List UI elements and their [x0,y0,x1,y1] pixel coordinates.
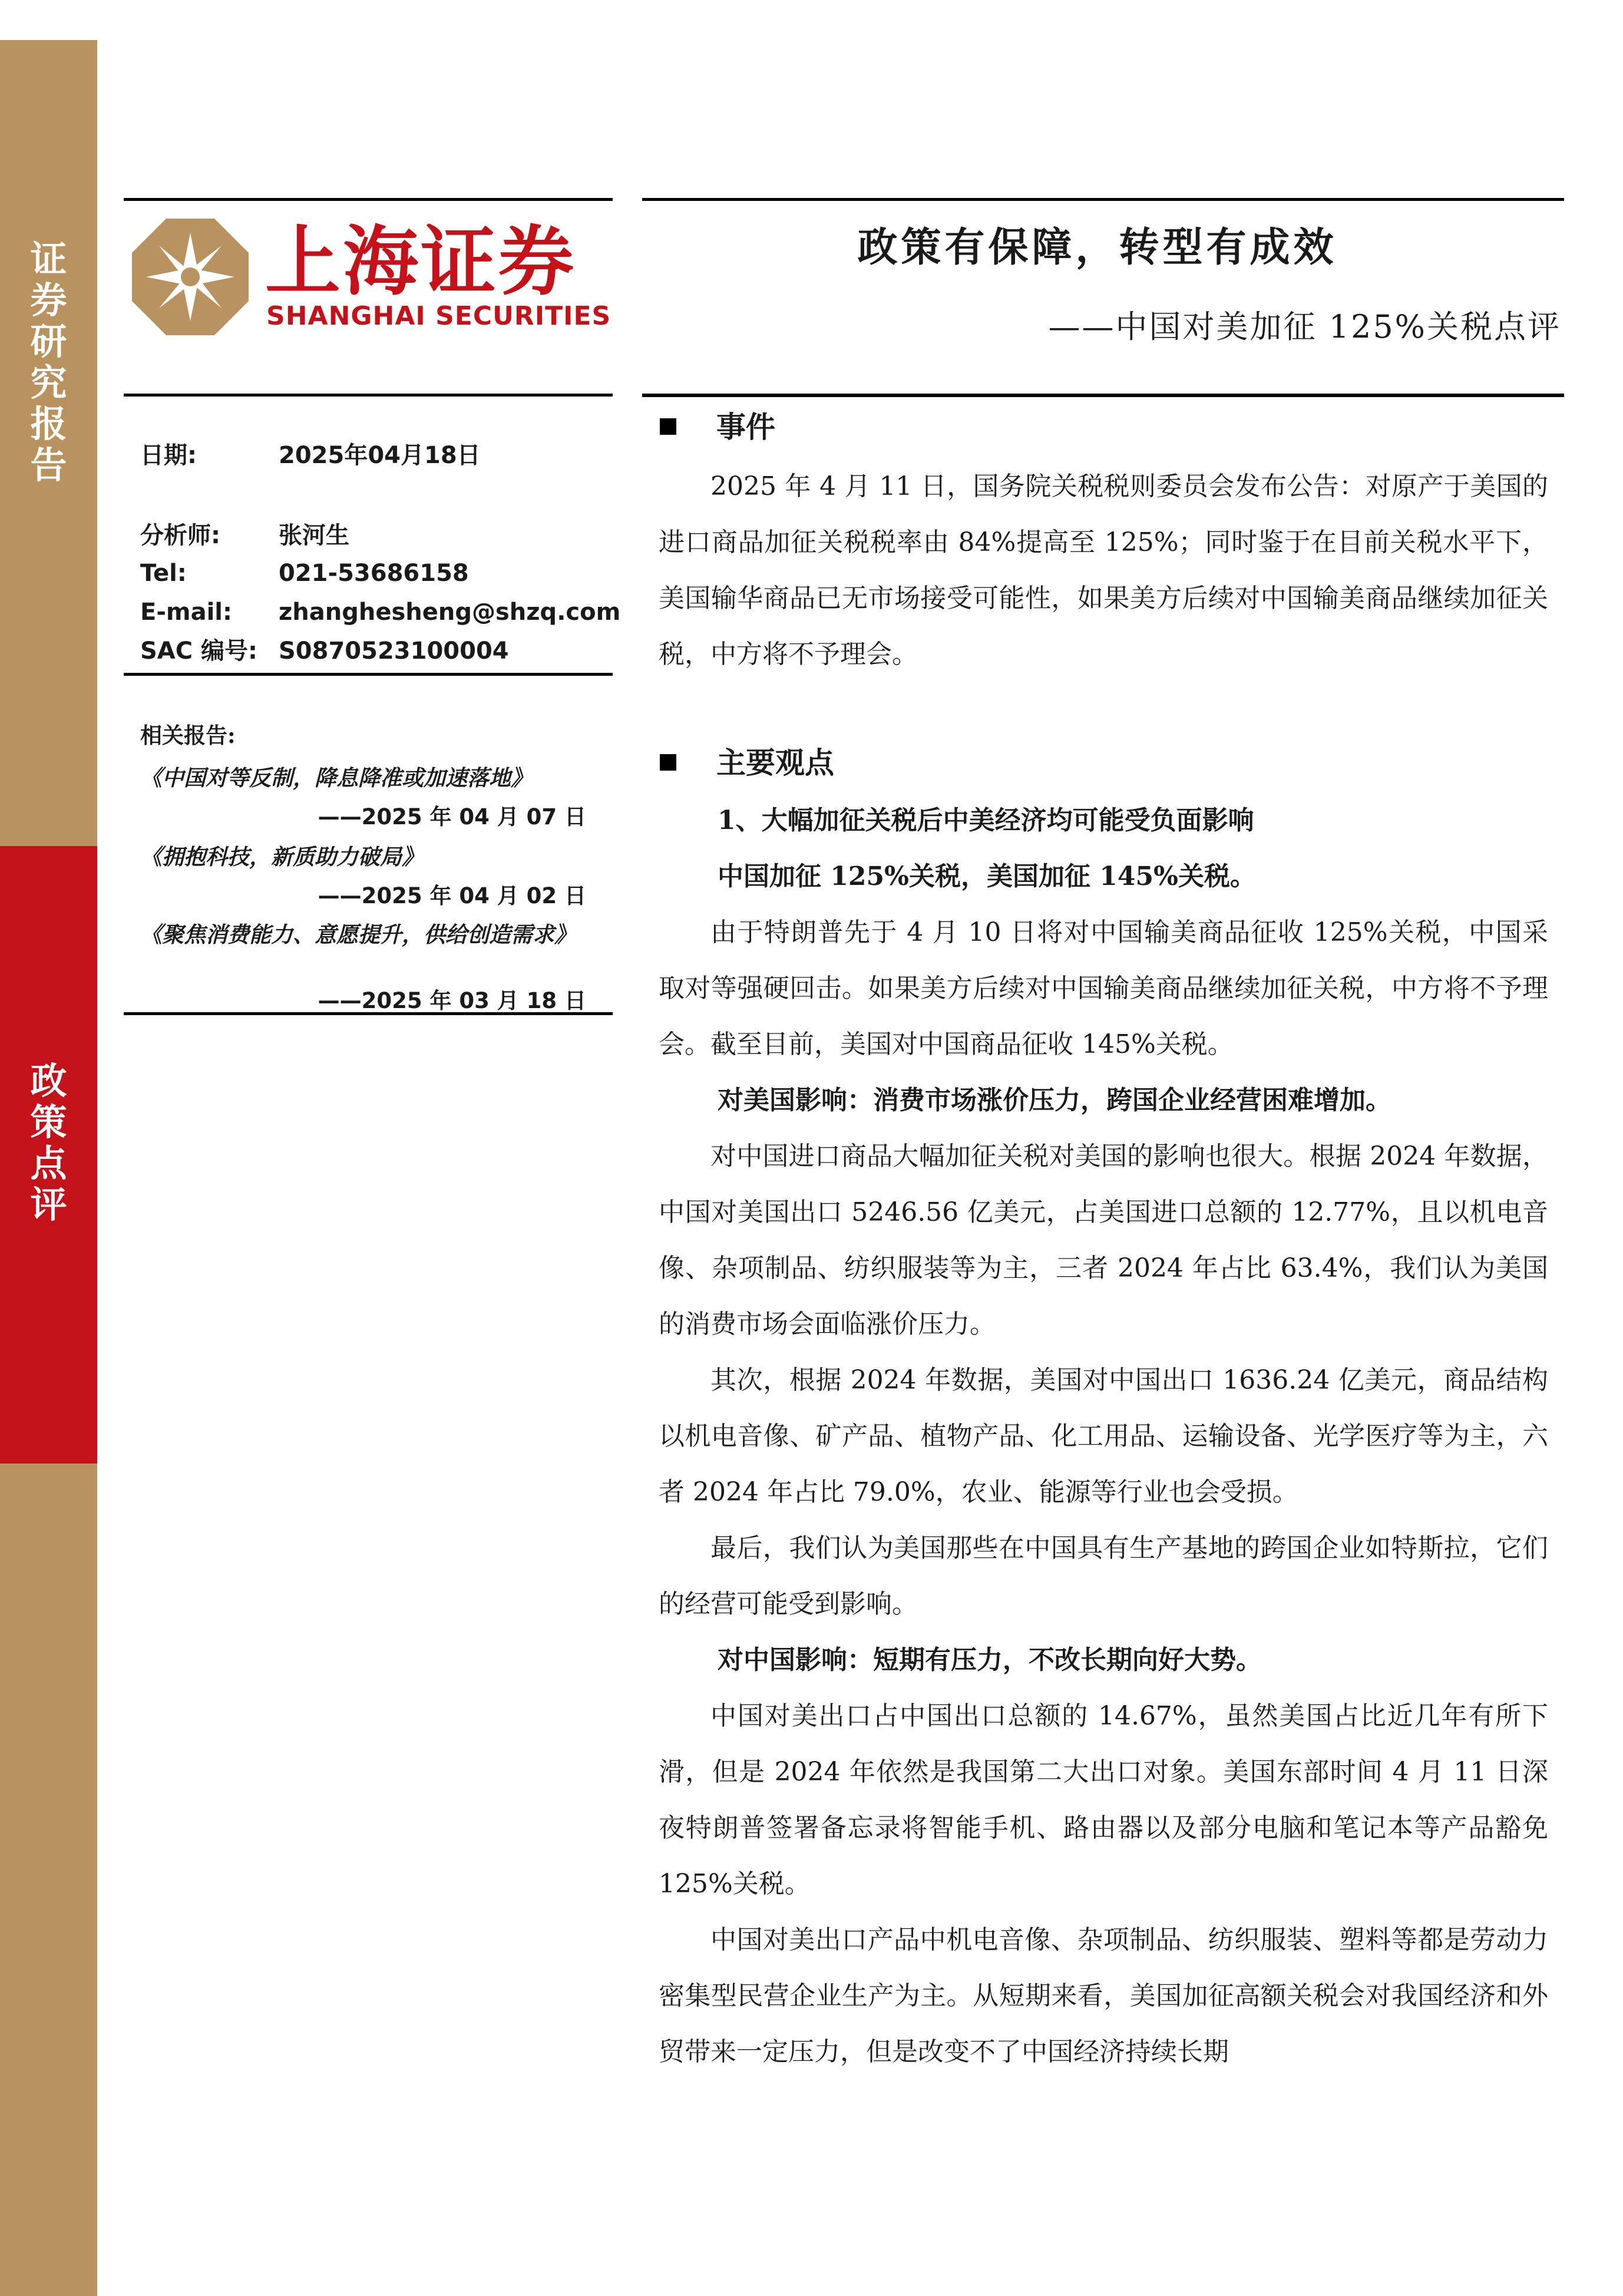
views-heading-text: 主要观点 [716,745,834,780]
rule-meta-bottom [124,673,613,676]
bullet-square-icon [660,418,676,435]
sidebar-bottom-band [0,1464,97,2296]
views-heading [660,742,834,784]
related-report-title[interactable]: 《拥抱科技，新质助力破局》 [140,844,424,870]
meta-tel [140,559,469,588]
meta-analyst-value: 张河生 [279,522,349,549]
sidebar-category-label: 政 策 点 评 [30,1059,67,1226]
meta-email [140,597,620,627]
point-1-heading: 1、大幅加征关税后中美经济均可能受负面影响 [718,805,1254,835]
sidebar-report-type-label: 证 券 研 究 报 告 [30,237,67,487]
shanghai-securities-logo [128,215,252,339]
meta-sac-value: S0870523100004 [279,637,509,665]
meta-date-label: 日期: [140,442,197,469]
paragraph-us-exports: 其次，根据 2024 年数据，美国对中国出口 1636.24 亿美元，商品结构以机电音像、矿产品、植物产品、化工用品、运输设备、光学医疗等为主，六者 2024 年占比 79.0%，农业、能源等行业也会受损。 [659,1365,1548,1507]
related-report-title[interactable]: 《聚焦消费能力、意愿提升，供给创造需求》 [140,921,576,947]
meta-analyst [140,521,349,550]
meta-tel-value: 021-53686158 [279,560,469,587]
meta-sac-label: SAC 编号: [140,637,258,665]
rule-left-header-bottom [124,394,613,397]
meta-sac [140,636,509,666]
china-impact-heading: 对中国影响：短期有压力，不改长期向好大势。 [718,1645,1262,1675]
event-heading-text: 事件 [716,409,775,444]
meta-email-value[interactable]: zhanghesheng@shzq.com [279,599,621,626]
paragraph-us-imports: 对中国进口商品大幅加征关税对美国的影响也很大。根据 2024 年数据，中国对美国出口 5246.56 亿美元，占美国进口总额的 12.77%，且以机电音像、杂项制品、纺织服装等为主，三者 2024 年占比 63.4%，我们认为美国的消费市场会面临涨价压力。 [659,1141,1548,1339]
paragraph-multinationals: 最后，我们认为美国那些在中国具有生产基地的跨国企业如特斯拉，它们的经营可能受到影响。 [659,1533,1548,1619]
paragraph-china-exports: 中国对美出口占中国出口总额的 14.67%，虽然美国占比近几年有所下滑，但是 2024 年依然是我国第二大出口对象。美国东部时间 4 月 11 日深夜特朗普签署备忘录将智能手机、路由器以及部分电脑和笔记本等产品豁免 125%关税。 [659,1701,1548,1899]
point-1-subheading: 中国加征 125%关税，美国加征 145%关税。 [718,861,1256,891]
bullet-square-icon [660,754,676,771]
related-report-date: ——2025 年 04 月 02 日 [318,883,586,909]
rule-left-top [124,198,613,201]
event-paragraph: 2025 年 4 月 11 日，国务院关税税则委员会发布公告：对原产于美国的进口商品加征关税税率由 84%提高至 125%；同时鉴于在目前关税水平下，美国输华商品已无市场接受可能性，如果美方后续对中国输美商品继续加征关税，中方将不予理会。 [659,471,1548,669]
related-report-date: ——2025 年 03 月 18 日 [318,988,586,1013]
related-reports-heading: 相关报告: [140,722,236,748]
brand-name-cn: 上海证券 [265,218,577,306]
event-heading [660,407,775,448]
us-impact-heading: 对美国影响：消费市场涨价压力，跨国企业经营困难增加。 [718,1085,1391,1115]
meta-analyst-label: 分析师: [140,522,220,549]
meta-tel-label: Tel: [140,560,187,587]
report-title: 政策有保障，转型有成效 [857,224,1337,271]
meta-date-value: 2025年04月18日 [279,442,481,469]
rule-right-top [642,198,1564,201]
paragraph-tariff-response: 由于特朗普先于 4 月 10 日将对中国输美商品征收 125%关税，中国采取对等强硬回击。如果美方后续对中国输美商品继续加征关税，中方将不予理会。截至目前，美国对中国商品征收 145%关税。 [659,917,1548,1059]
related-report-title[interactable]: 《中国对等反制，降息降准或加速落地》 [140,765,533,791]
rule-right-header-bottom [642,394,1564,397]
meta-date [140,441,481,470]
brand-name-en: SHANGHAI SECURITIES [266,301,611,331]
related-report-date: ——2025 年 04 月 07 日 [318,804,586,830]
meta-email-label: E-mail: [140,599,233,626]
paragraph-labor-intensive: 中国对美出口产品中机电音像、杂项制品、纺织服装、塑料等都是劳动力密集型民营企业生产为主。从短期来看，美国加征高额关税会对我国经济和外贸带来一定压力，但是改变不了中国经济持续长期 [659,1925,1548,2067]
report-subtitle: ——中国对美加征 125%关税点评 [1048,308,1561,345]
